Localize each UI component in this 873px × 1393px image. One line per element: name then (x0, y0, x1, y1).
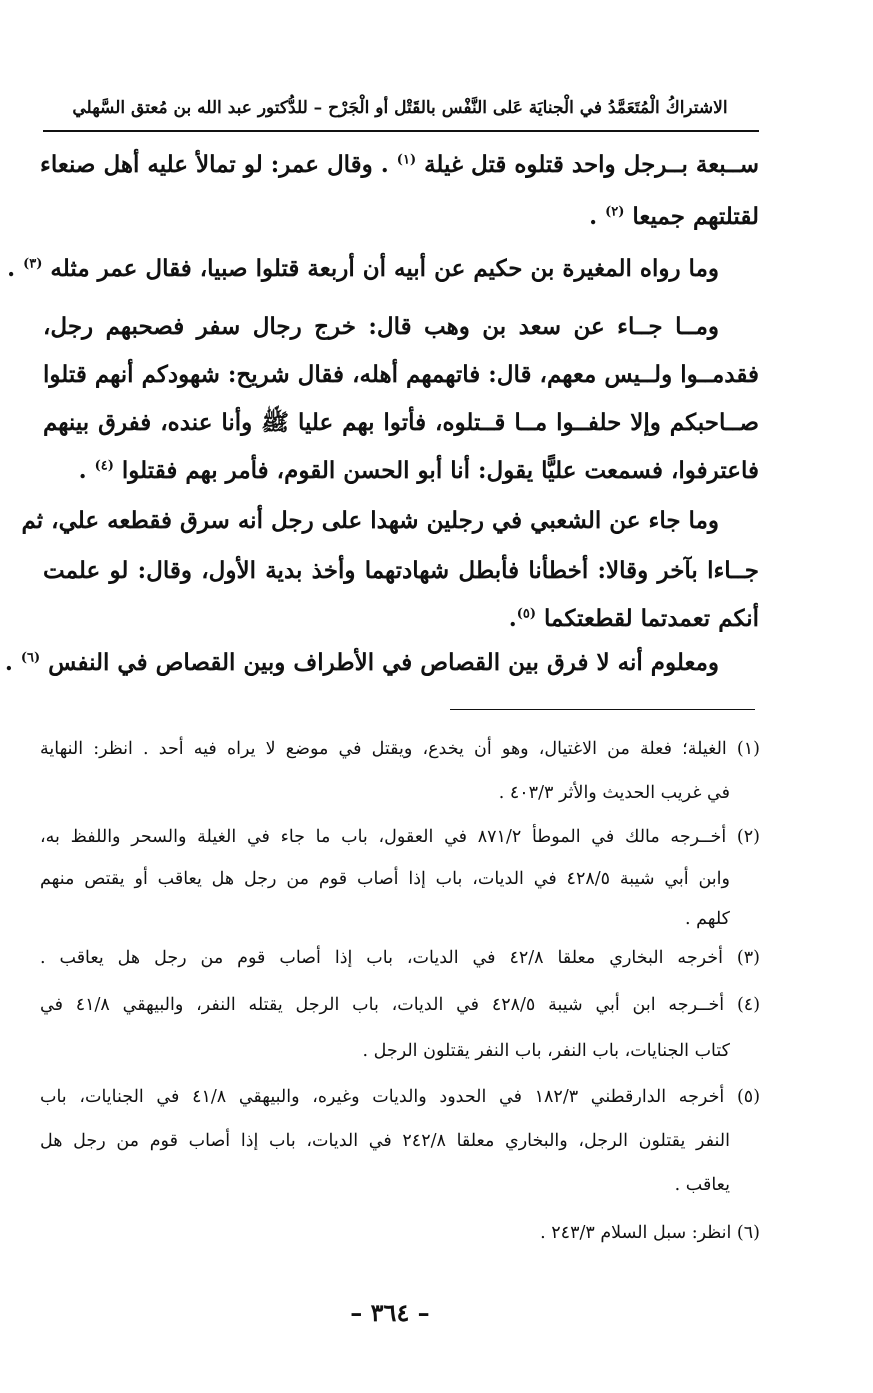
footnote-ref[interactable]: (١) (396, 152, 417, 168)
body-text: ومــا جــاء عن سعد بن وهب قال: خرج رجال سفر فصحبهم رجل، (43, 313, 719, 340)
footnote-line: (٣) أخرجه البخاري معلقا ٤٢/٨ في الديات، باب إذا أصاب قوم من رجل هل يعاقب . (40, 948, 760, 968)
body-line (40, 140, 759, 190)
footnote-line: (٤) أخــرجه ابن أبي شيبة ٤٢٨/٥ في الديات، باب الرجل يقتله النفر، والبيهقي ٤١/٨ في (40, 995, 761, 1015)
footnote-line: (٦) انظر: سبل السلام ٢٤٣/٣ . (540, 1223, 760, 1243)
body-text: . (508, 605, 517, 632)
footnote-ref[interactable]: (٥) (516, 606, 537, 622)
body-line (7, 244, 719, 294)
body-text: . (78, 457, 95, 484)
body-text: . (4, 649, 21, 676)
header-rule (43, 130, 759, 132)
footnote-line: (٥) أخرجه الدارقطني ١٨٢/٣ في الحدود والديات وغيره، والبيهقي ٤١/٨ في الجنايات، باب (40, 1087, 761, 1107)
body-line (4, 638, 719, 688)
page-number: – ٣٦٤ – (350, 1298, 430, 1327)
body-line (43, 594, 759, 644)
body-line (43, 398, 759, 448)
body-text: . وقال عمر: لو تمالأ عليه أهل صنعاء (40, 151, 397, 178)
body-line (43, 192, 759, 242)
footnote-separator (450, 709, 755, 710)
body-text: ســبعة بــرجل واحد قتلوه قتل غيلة (416, 151, 759, 178)
body-line (43, 546, 759, 596)
footnote-line: يعاقب . (674, 1175, 730, 1195)
body-line (21, 496, 719, 546)
footnote-line: في غريب الحديث والأثر ٤٠٣/٣ . (498, 783, 730, 803)
body-line (43, 302, 719, 352)
footnote-ref[interactable]: (٤) (94, 458, 114, 474)
body-line (43, 350, 759, 400)
body-text: فقدمــوا ولــيس معهم، قال: فاتهمهم أهله، فقال شريح: شهودكم أنهم قتلوا (43, 361, 759, 388)
body-text: أنكم تعمدتما لقطعتكما (536, 605, 759, 632)
footnote-ref[interactable]: (٢) (605, 204, 625, 220)
body-text: وما رواه المغيرة بن حكيم عن أبيه أن أربعة قتلوا صبيا، فقال عمر مثله (42, 255, 719, 282)
body-text: . (7, 255, 24, 282)
footnote-line: النفر يقتلون الرجل، والبخاري معلقا ٢٤٢/٨ في الديات، باب إذا أصاب قوم من رجل هل (40, 1131, 730, 1151)
body-text: لقتلتهم جميعا (624, 203, 759, 230)
body-text: . (589, 203, 606, 230)
footnote-ref[interactable]: (٦) (20, 650, 41, 666)
body-line (43, 446, 759, 496)
footnote-ref[interactable]: (٣) (23, 256, 43, 272)
running-header: الاشتراكُ الْمُتَعَمَّدُ في الْجنايَة عَلى النَّفْس بالقَتْل أو الْجَرْح – للدُّكتور عبد الله بن مُعتق السَّهلي (72, 98, 728, 118)
body-text: جــاءا بآخر وقالا: أخطأنا فأبطل شهادتهما وأخذ بدية الأول، وقال: لو علمت (43, 557, 759, 584)
footnote-line: (١) الغيلة؛ فعلة من الاغتيال، وهو أن يخدع، ويقتل في موضع لا يراه فيه أحد . انظر: النهاية (40, 739, 760, 759)
footnote-line: كتاب الجنايات، باب النفر، باب النفر يقتلون الرجل . (362, 1041, 730, 1061)
footnote-line: وابن أبي شيبة ٤٢٨/٥ في الديات، باب إذا أصاب قوم من رجل هل يعاقب أو يقتص منهم (40, 869, 730, 889)
footnote-line: كلهم . (685, 909, 730, 929)
body-text: صــاحبكم وإلا حلفــوا مــا قــتلوه، فأتوا بهم عليا ﷺ وأنا عنده، ففرق بينهم (43, 409, 759, 436)
body-text: فاعترفوا، فسمعت عليًّا يقول: أنا أبو الحسن القوم، فأمر بهم فقتلوا (113, 457, 759, 484)
body-text: ومعلوم أنه لا فرق بين القصاص في الأطراف وبين القصاص في النفس (40, 649, 719, 676)
footnote-line: (٢) أخــرجه مالك في الموطأ ٨٧١/٢ في العقول، باب ما جاء في الغيلة والسحر واللفظ به، (40, 827, 760, 847)
body-text: وما جاء عن الشعبي في رجلين شهدا على رجل أنه سرق فقطعه علي، ثم (21, 507, 719, 534)
